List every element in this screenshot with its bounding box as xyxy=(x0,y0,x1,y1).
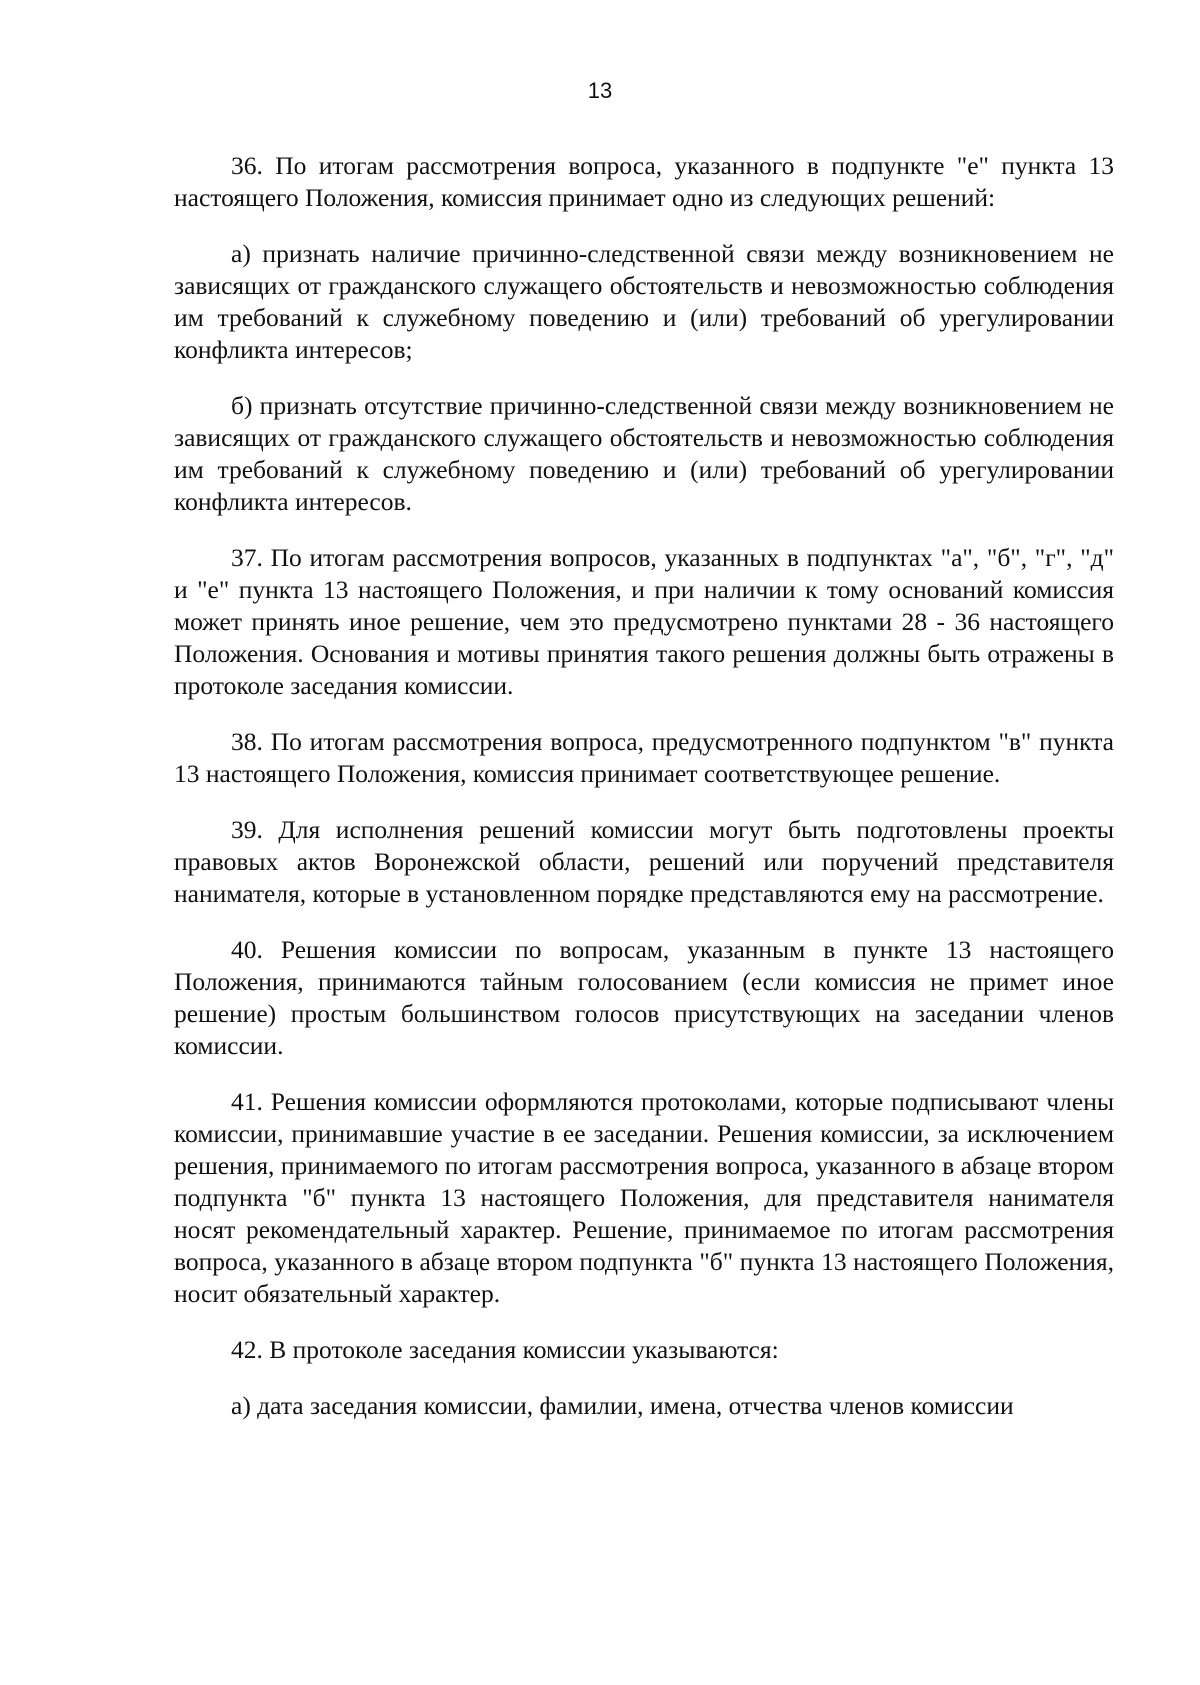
paragraph-37: 37. По итогам рассмотрения вопросов, указанных в подпунктах "а", "б", "г", "д" и "е" пункта 13 настоящего Положения, и при наличии к тому оснований комиссия может принять иное решение, чем это предусмотрено пунктами 28 - 36 настоящего Положения. Основания и мотивы принятия такого решения должны быть отражены в протоколе заседания комиссии. xyxy=(174,543,1114,700)
document-body xyxy=(174,150,1114,1422)
paragraph-36-subitem-b: б) признать отсутствие причинно-следственной связи между возникновением не зависящих от гражданского служащего обстоятельств и невозможностью соблюдения им требований к служебному поведению и (или) требований об урегулировании конфликта интересов. xyxy=(174,391,1114,516)
paragraph-38: 38. По итогам рассмотрения вопроса, предусмотренного подпунктом "в" пункта 13 настоящего Положения, комиссия принимает соответствующее решение. xyxy=(174,727,1114,788)
paragraph-41: 41. Решения комиссии оформляются протоколами, которые подписывают члены комиссии, принимавшие участие в ее заседании. Решения комиссии, за исключением решения, принимаемого по итогам рассмотрения вопроса, указанного в абзаце втором подпункта "б" пункта 13 настоящего Положения, для представителя нанимателя носят рекомендательный характер. Решение, принимаемое по итогам рассмотрения вопроса, указанного в абзаце втором подпункта "б" пункта 13 настоящего Положения, носит обязательный характер. xyxy=(174,1087,1114,1308)
paragraph-42-subitem-a: а) дата заседания комиссии, фамилии, имена, отчества членов комиссии xyxy=(231,1391,1014,1420)
page-number: 13 xyxy=(587,78,613,103)
paragraph-42: 42. В протоколе заседания комиссии указываются: xyxy=(231,1335,779,1364)
paragraph-39: 39. Для исполнения решений комиссии могут быть подготовлены проекты правовых актов Воронежской области, решений или поручений представителя нанимателя, которые в установленном порядке представляются ему на рассмотрение. xyxy=(174,815,1114,908)
paragraph-40: 40. Решения комиссии по вопросам, указанным в пункте 13 настоящего Положения, принимаются тайным голосованием (если комиссия не примет иное решение) простым большинством голосов присутствующих на заседании членов комиссии. xyxy=(174,935,1114,1060)
paragraph-36: 36. По итогам рассмотрения вопроса, указанного в подпункте "е" пункта 13 настоящего Положения, комиссия принимает одно из следующих решений: xyxy=(174,151,1114,212)
paragraph-36-subitem-a: а) признать наличие причинно-следственной связи между возникновением не зависящих от гражданского служащего обстоятельств и невозможностью соблюдения им требований к служебному поведению и (или) требований об урегулировании конфликта интересов; xyxy=(174,239,1114,364)
